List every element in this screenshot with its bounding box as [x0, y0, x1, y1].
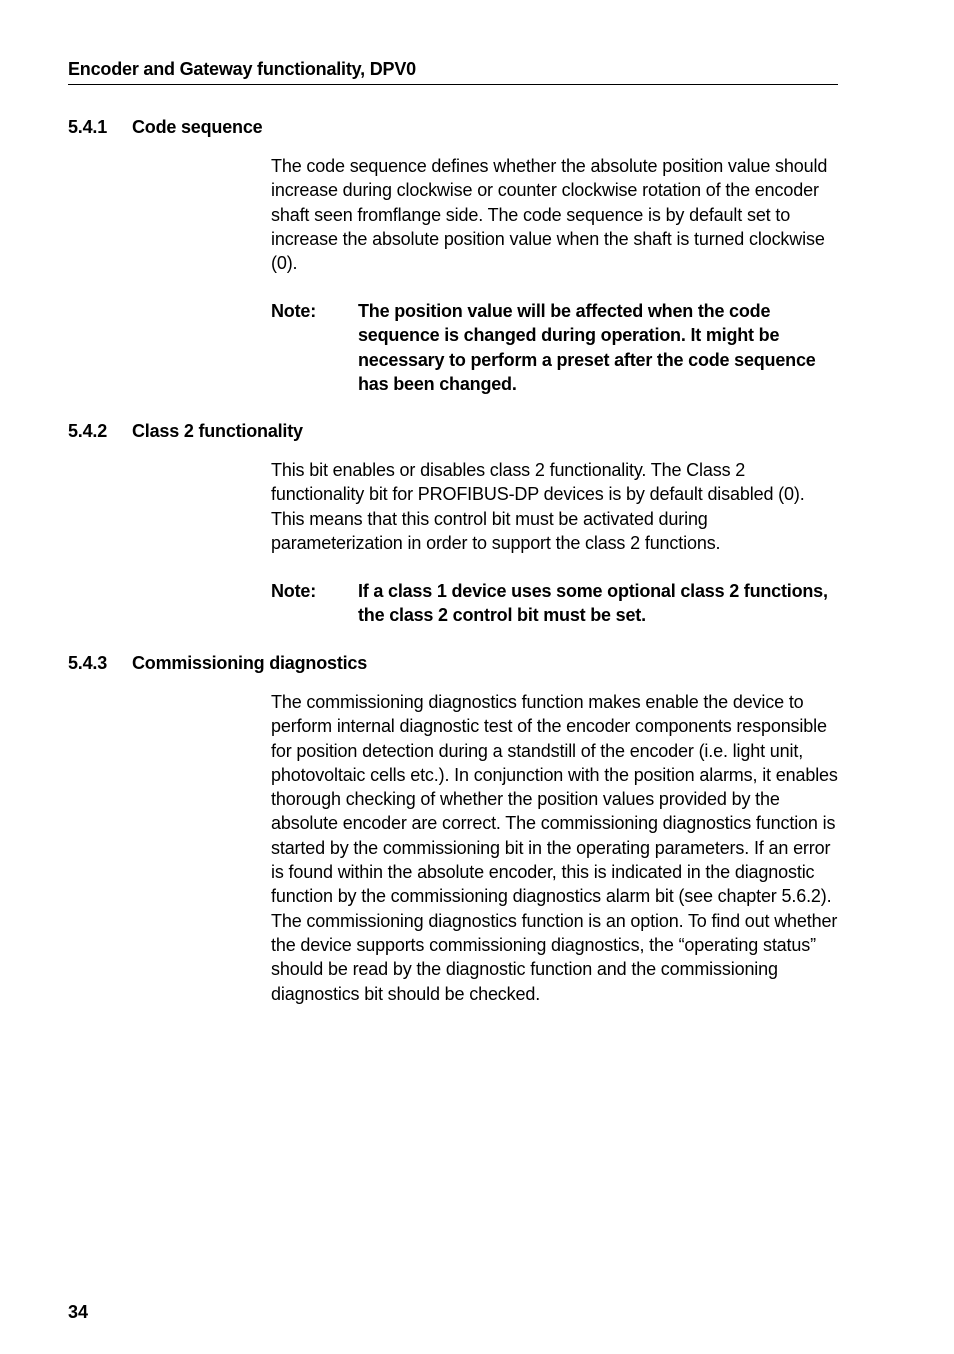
section-title: Class 2 functionality	[132, 421, 303, 441]
note-label: Note:	[271, 581, 316, 601]
section-heading-code-sequence	[68, 117, 262, 138]
note-text: The position value will be affected when the code sequence is changed during operation. It might be necessary to perform a preset after the code sequence has been changed.	[358, 301, 816, 394]
page-number: 34	[68, 1302, 89, 1322]
section-number: 5.4.2	[68, 421, 108, 441]
note-label: Note:	[271, 301, 316, 321]
paragraph: The commissioning diagnostics function makes enable the device to perform internal diagnostic test of the encoder components responsible for position detection during a standstill of the encoder (i.e. light unit, photovoltaic cells etc.). In conjunction with the position alarms, it enables thorough checking of whether the position values provided by the absolute encoder are correct. The commissioning diagnostics function is started by the commissioning bit in the operating parameters. If an error is found within the absolute encoder, this is indicated in the diagnostic function by the commissioning diagnostics alarm bit (see chapter 5.6.2).	[271, 692, 838, 907]
section-body-class-2-functionality	[271, 458, 841, 555]
section-heading-commissioning-diagnostics	[68, 653, 367, 674]
paragraph: This bit enables or disables class 2 functionality. The Class 2 functionality bit for PROFIBUS-DP devices is by default disabled (0). This means that this control bit must be activated during parameterization in order to support the class 2 functions.	[271, 460, 805, 553]
paragraph: The commissioning diagnostics function is an option. To find out whether the device supports commissioning diagnostics, the “operating status” should be read by the diagnostic function and the commissioning diagnostics bit should be checked.	[271, 910, 838, 1004]
note-text: If a class 1 device uses some optional class 2 functions, the class 2 control bit must be set.	[358, 581, 828, 626]
section-heading-class-2-functionality	[68, 421, 303, 442]
section-number: 5.4.3	[68, 653, 108, 673]
section-title: Commissioning diagnostics	[132, 653, 368, 673]
section-title: Code sequence	[132, 117, 263, 137]
running-header: Encoder and Gateway functionality, DPV0	[68, 59, 838, 85]
section-number: 5.4.1	[68, 117, 108, 137]
section-body-code-sequence	[271, 154, 841, 275]
note-class-2-functionality	[271, 579, 841, 628]
section-body-commissioning-diagnostics	[271, 690, 841, 1006]
note-code-sequence	[271, 299, 841, 396]
paragraph: The code sequence defines whether the absolute position value should increase during clockwise or counter clockwise rotation of the encoder shaft seen fromflange side. The code sequence is by default set to increase the absolute position value when the shaft is turned clockwise (0).	[271, 156, 828, 274]
